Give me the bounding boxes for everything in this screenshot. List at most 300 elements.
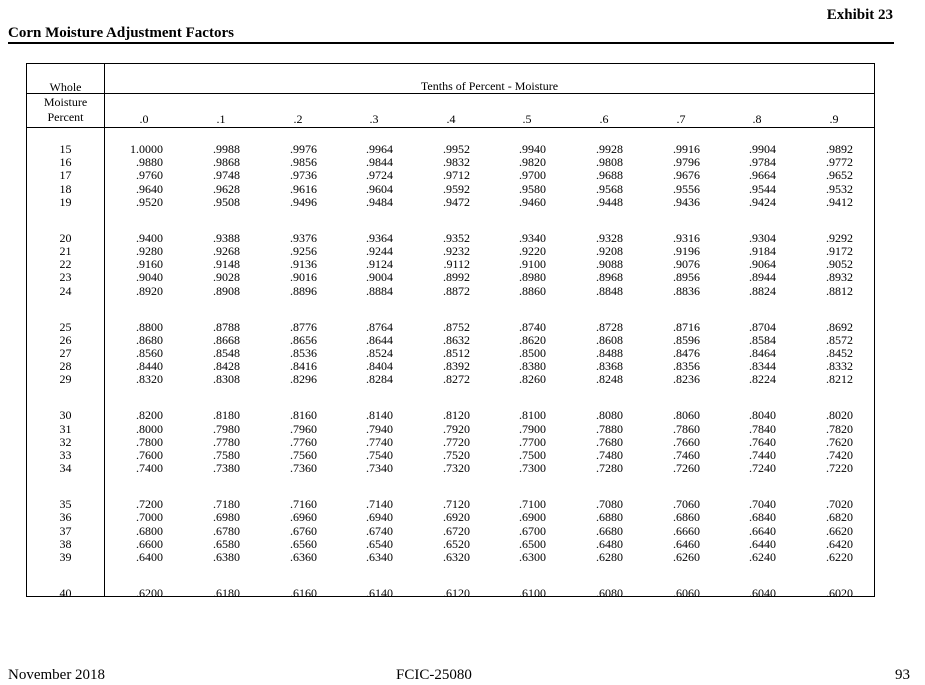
tenths-column-header: .3: [369, 112, 379, 126]
moisture-percent-cell: 25: [59, 319, 72, 334]
tenths-column-header: .9: [829, 112, 839, 126]
table-row: [27, 333, 874, 347]
factor-cell: .8308: [213, 372, 240, 387]
table-row: [27, 550, 874, 564]
moisture-percent-cell: 18: [59, 181, 72, 196]
moisture-percent-cell: 28: [59, 359, 72, 374]
factor-cell: .7960: [290, 421, 317, 436]
factor-cell: .9280: [136, 244, 163, 258]
factor-cell: .7560: [290, 448, 317, 462]
factor-cell: .9640: [136, 181, 163, 196]
factor-cell: .9160: [136, 257, 163, 272]
factor-cell: .9316: [673, 230, 700, 245]
moisture-percent-cell: 19: [59, 194, 72, 209]
factor-cell: .8896: [290, 283, 317, 298]
factor-cell: .8740: [519, 319, 546, 334]
exhibit-label: Exhibit 23: [826, 7, 893, 23]
factor-cell: .7800: [136, 434, 163, 449]
factor-cell: .7280: [596, 461, 623, 476]
factor-cell: .6580: [213, 536, 240, 551]
factor-cell: .9328: [596, 230, 623, 245]
table-row: [27, 422, 874, 436]
factor-cell: .9460: [519, 194, 546, 209]
moisture-percent-cell: 37: [59, 523, 72, 538]
whole-header-line: Moisture: [43, 95, 88, 109]
factor-cell: .9424: [749, 194, 776, 209]
factor-cell: .6860: [673, 510, 700, 525]
footer-doc-id: FCIC-25080: [396, 667, 472, 683]
factor-cell: .6160: [290, 586, 317, 600]
factor-cell: .9508: [213, 194, 240, 209]
table-row: [27, 448, 874, 462]
tenths-column-header: .6: [599, 112, 609, 126]
table-row: [27, 270, 874, 284]
factor-cell: .9076: [673, 257, 700, 272]
table-row: [27, 372, 874, 386]
moisture-percent-cell: 26: [59, 332, 72, 347]
factor-cell: .8368: [596, 359, 623, 374]
tenths-column-header: .8: [752, 112, 762, 126]
factor-cell: .8968: [596, 270, 623, 285]
table-row: [27, 244, 874, 258]
table-row: [27, 586, 874, 600]
factor-cell: .9352: [443, 230, 470, 245]
factor-cell: .8160: [290, 408, 317, 423]
table-row: [27, 195, 874, 209]
factor-cell: .8608: [596, 332, 623, 347]
footer-page-number: 93: [895, 667, 910, 683]
factor-cell: .8536: [290, 346, 317, 360]
factor-cell: .9748: [213, 168, 240, 183]
factor-cell: .8980: [519, 270, 546, 285]
factor-cell: .9016: [290, 270, 317, 285]
factor-cell: .8356: [673, 359, 700, 374]
table-row: [27, 182, 874, 196]
factor-cell: .7080: [596, 497, 623, 512]
table-row: [27, 359, 874, 373]
factor-cell: .9796: [673, 155, 700, 170]
factor-cell: .7260: [673, 461, 700, 476]
factor-cell: .8944: [749, 270, 776, 285]
factor-cell: .7480: [596, 448, 623, 462]
factor-cell: .9004: [366, 270, 393, 285]
factor-cell: .7040: [749, 497, 776, 512]
factor-cell: .8120: [443, 408, 470, 423]
moisture-percent-cell: 23: [59, 270, 72, 285]
factor-cell: .6400: [136, 550, 163, 564]
factor-cell: .9868: [213, 155, 240, 170]
factor-cell: .6840: [749, 510, 776, 525]
factor-cell: .9100: [519, 257, 546, 272]
factor-cell: .8884: [366, 283, 393, 298]
table-row: [27, 524, 874, 538]
factor-cell: .6720: [443, 523, 470, 538]
factor-cell: .6880: [596, 510, 623, 525]
factor-cell: .9880: [136, 155, 163, 170]
factor-cell: .8548: [213, 346, 240, 360]
factor-cell: .7820: [826, 421, 853, 436]
tenths-column-header: .4: [446, 112, 456, 126]
factor-cell: .6480: [596, 536, 623, 551]
factor-cell: .7620: [826, 434, 853, 449]
factor-cell: .8824: [749, 283, 776, 298]
factor-cell: .9052: [826, 257, 853, 272]
factor-cell: .9448: [596, 194, 623, 209]
factor-cell: .6140: [366, 586, 393, 600]
factor-cell: .8956: [673, 270, 700, 285]
tenths-column-header: .1: [216, 112, 226, 126]
factor-cell: .7220: [826, 461, 853, 476]
table-row: [27, 497, 874, 511]
factor-cell: .9256: [290, 244, 317, 258]
factor-cell: .7680: [596, 434, 623, 449]
factor-cell: .6740: [366, 523, 393, 538]
tenths-column-header: .0: [139, 112, 149, 126]
factor-cell: .8692: [826, 319, 853, 334]
factor-cell: .8776: [290, 319, 317, 334]
factor-cell: .8860: [519, 283, 546, 298]
factor-cell: .9928: [596, 142, 623, 156]
factor-cell: .7340: [366, 461, 393, 476]
factor-cell: .8716: [673, 319, 700, 334]
factor-cell: .8992: [443, 270, 470, 285]
factor-cell: .7400: [136, 461, 163, 476]
factor-cell: .6900: [519, 510, 546, 525]
factor-cell: .8272: [443, 372, 470, 387]
table-row: [27, 408, 874, 422]
factor-cell: .9088: [596, 257, 623, 272]
moisture-percent-cell: 40: [59, 586, 72, 600]
factor-cell: .7240: [749, 461, 776, 476]
factor-cell: .6100: [519, 586, 546, 600]
table-row: [27, 231, 874, 245]
factor-cell: .9496: [290, 194, 317, 209]
factor-cell: .9388: [213, 230, 240, 245]
factor-cell: .8140: [366, 408, 393, 423]
factor-cell: .8248: [596, 372, 623, 387]
factor-cell: .9844: [366, 155, 393, 170]
moisture-percent-cell: 22: [59, 257, 72, 272]
moisture-percent-cell: 39: [59, 550, 72, 564]
factor-cell: .8416: [290, 359, 317, 374]
factor-cell: .6020: [826, 586, 853, 600]
factor-cell: .9340: [519, 230, 546, 245]
factor-cell: .8488: [596, 346, 623, 360]
factor-cell: .8656: [290, 332, 317, 347]
factor-cell: .8500: [519, 346, 546, 360]
factor-cell: .8464: [749, 346, 776, 360]
factor-cell: .6660: [673, 523, 700, 538]
factor-cell: .8296: [290, 372, 317, 387]
moisture-percent-cell: 33: [59, 448, 72, 462]
factor-cell: .8764: [366, 319, 393, 334]
factor-cell: .9400: [136, 230, 163, 245]
factor-cell: .7600: [136, 448, 163, 462]
factor-cell: .9232: [443, 244, 470, 258]
factor-cell: .6200: [136, 586, 163, 600]
whole-header-line: Whole: [49, 80, 82, 94]
factor-cell: .9664: [749, 168, 776, 183]
factor-cell: .8596: [673, 332, 700, 347]
factor-cell: .9292: [826, 230, 853, 245]
moisture-factor-table: [26, 63, 875, 600]
factor-cell: .9724: [366, 168, 393, 183]
factor-cell: .8512: [443, 346, 470, 360]
factor-cell: .6640: [749, 523, 776, 538]
factor-cell: .6440: [749, 536, 776, 551]
factor-cell: .8476: [673, 346, 700, 360]
factor-cell: .9148: [213, 257, 240, 272]
factor-cell: .9556: [673, 181, 700, 196]
factor-cell: .7020: [826, 497, 853, 512]
moisture-percent-cell: 20: [59, 230, 72, 245]
factor-cell: .9820: [519, 155, 546, 170]
factor-cell: .9604: [366, 181, 393, 196]
factor-cell: .6700: [519, 523, 546, 538]
factor-cell: .7300: [519, 461, 546, 476]
factor-cell: .7060: [673, 497, 700, 512]
factor-cell: .8668: [213, 332, 240, 347]
factor-cell: .9952: [443, 142, 470, 156]
factor-cell: .6540: [366, 536, 393, 551]
factor-cell: .7580: [213, 448, 240, 462]
factor-cell: .8332: [826, 359, 853, 374]
factor-cell: .7840: [749, 421, 776, 436]
factor-cell: .8572: [826, 332, 853, 347]
factor-cell: .8212: [826, 372, 853, 387]
table-row: [27, 346, 874, 360]
factor-cell: .8872: [443, 283, 470, 298]
factor-cell: .7740: [366, 434, 393, 449]
factor-cell: .7160: [290, 497, 317, 512]
moisture-percent-cell: 15: [59, 142, 72, 156]
factor-cell: .8800: [136, 319, 163, 334]
factor-cell: .6500: [519, 536, 546, 551]
factor-cell: .9064: [749, 257, 776, 272]
factor-cell: .9700: [519, 168, 546, 183]
factor-cell: .6420: [826, 536, 853, 551]
factor-cell: .9220: [519, 244, 546, 258]
factor-cell: .9856: [290, 155, 317, 170]
factor-cell: .8908: [213, 283, 240, 298]
factor-cell: .7640: [749, 434, 776, 449]
factor-cell: .9028: [213, 270, 240, 285]
factor-cell: .8320: [136, 372, 163, 387]
factor-cell: .6240: [749, 550, 776, 564]
factor-cell: .7180: [213, 497, 240, 512]
factor-cell: .9988: [213, 142, 240, 156]
factor-cell: .9712: [443, 168, 470, 183]
factor-cell: .8404: [366, 359, 393, 374]
factor-cell: .9916: [673, 142, 700, 156]
factor-cell: .9652: [826, 168, 853, 183]
factor-cell: .8000: [136, 421, 163, 436]
factor-cell: 1.0000: [130, 142, 163, 156]
moisture-percent-cell: 27: [59, 346, 72, 360]
moisture-percent-cell: 36: [59, 510, 72, 525]
footer-date: November 2018: [8, 667, 106, 683]
factor-cell: .8100: [519, 408, 546, 423]
factor-cell: .6120: [443, 586, 470, 600]
factor-cell: .6260: [673, 550, 700, 564]
factor-cell: .7460: [673, 448, 700, 462]
factor-cell: .9184: [749, 244, 776, 258]
header-bottom-rule: [27, 127, 874, 128]
factor-cell: .6220: [826, 550, 853, 564]
factor-cell: .9124: [366, 257, 393, 272]
factor-cell: .9592: [443, 181, 470, 196]
table-row: [27, 537, 874, 551]
factor-cell: .7440: [749, 448, 776, 462]
factor-cell: .9040: [136, 270, 163, 285]
moisture-percent-cell: 30: [59, 408, 72, 423]
table-row: [27, 320, 874, 334]
factor-cell: .8344: [749, 359, 776, 374]
factor-cell: .9580: [519, 181, 546, 196]
moisture-percent-cell: 35: [59, 497, 72, 512]
factor-cell: .9268: [213, 244, 240, 258]
factor-cell: .9112: [443, 257, 470, 272]
factor-cell: .8020: [826, 408, 853, 423]
factor-cell: .9772: [826, 155, 853, 170]
factor-cell: .9832: [443, 155, 470, 170]
factor-cell: .6040: [749, 586, 776, 600]
moisture-percent-cell: 29: [59, 372, 72, 387]
factor-cell: .9616: [290, 181, 317, 196]
factor-cell: .8788: [213, 319, 240, 334]
moisture-percent-cell: 17: [59, 168, 72, 183]
factor-cell: .8812: [826, 283, 853, 298]
factor-cell: .6280: [596, 550, 623, 564]
factor-cell: .7980: [213, 421, 240, 436]
factor-cell: .6340: [366, 550, 393, 564]
factor-cell: .7000: [136, 510, 163, 525]
factor-cell: .6980: [213, 510, 240, 525]
factor-cell: .7860: [673, 421, 700, 436]
factor-cell: .7100: [519, 497, 546, 512]
factor-cell: .6180: [213, 586, 240, 600]
factor-cell: .9568: [596, 181, 623, 196]
table-row: [27, 284, 874, 298]
factor-cell: .8584: [749, 332, 776, 347]
factor-cell: .8704: [749, 319, 776, 334]
moisture-percent-cell: 31: [59, 421, 72, 436]
factor-cell: .9736: [290, 168, 317, 183]
factor-cell: .9136: [290, 257, 317, 272]
factor-cell: .9784: [749, 155, 776, 170]
factor-cell: .7500: [519, 448, 546, 462]
factor-cell: .6800: [136, 523, 163, 538]
page-title: Corn Moisture Adjustment Factors: [8, 25, 234, 41]
factor-cell: .8060: [673, 408, 700, 423]
factor-cell: .7120: [443, 497, 470, 512]
factor-cell: .9364: [366, 230, 393, 245]
tenths-column-header: .7: [676, 112, 686, 126]
factor-cell: .9976: [290, 142, 317, 156]
factor-cell: .7200: [136, 497, 163, 512]
factor-cell: .9676: [673, 168, 700, 183]
tenths-header: Tenths of Percent - Moisture: [420, 79, 559, 93]
factor-cell: .6300: [519, 550, 546, 564]
factor-cell: .6820: [826, 510, 853, 525]
whole-moisture-header: [27, 80, 104, 125]
tenths-column-header: .5: [522, 112, 532, 126]
factor-cell: .7320: [443, 461, 470, 476]
factor-cell: .6080: [596, 586, 623, 600]
table-row: [27, 155, 874, 169]
factor-cell: .6920: [443, 510, 470, 525]
whole-header-line: Percent: [47, 110, 84, 124]
factor-cell: .8260: [519, 372, 546, 387]
factor-cell: .8200: [136, 408, 163, 423]
factor-cell: .6680: [596, 523, 623, 538]
factor-cell: .7140: [366, 497, 393, 512]
factor-cell: .8452: [826, 346, 853, 360]
factor-cell: .8752: [443, 319, 470, 334]
factor-cell: .9196: [673, 244, 700, 258]
factor-cell: .6060: [673, 586, 700, 600]
factor-cell: .8380: [519, 359, 546, 374]
factor-cell: .7920: [443, 421, 470, 436]
factor-cell: .7880: [596, 421, 623, 436]
moisture-percent-cell: 32: [59, 434, 72, 449]
tenths-column-header: .2: [293, 112, 303, 126]
factor-cell: .9412: [826, 194, 853, 209]
factor-cell: .7360: [290, 461, 317, 476]
factor-cell: .8920: [136, 283, 163, 298]
factor-cell: .6460: [673, 536, 700, 551]
table-row: [27, 510, 874, 524]
factor-cell: .9172: [826, 244, 853, 258]
factor-cell: .8224: [749, 372, 776, 387]
moisture-percent-cell: 34: [59, 461, 72, 476]
table-row: [27, 142, 874, 156]
factor-cell: .9244: [366, 244, 393, 258]
factor-cell: .9628: [213, 181, 240, 196]
factor-cell: .9208: [596, 244, 623, 258]
factor-cell: .9808: [596, 155, 623, 170]
table-row: [27, 461, 874, 475]
factor-cell: .8836: [673, 283, 700, 298]
factor-cell: .8524: [366, 346, 393, 360]
factor-cell: .7380: [213, 461, 240, 476]
factor-cell: .9760: [136, 168, 163, 183]
factor-cell: .8440: [136, 359, 163, 374]
table-row: [27, 435, 874, 449]
factor-cell: .7760: [290, 434, 317, 449]
factor-cell: .7720: [443, 434, 470, 449]
factor-cell: .8680: [136, 332, 163, 347]
factor-cell: .6360: [290, 550, 317, 564]
factor-cell: .6380: [213, 550, 240, 564]
factor-cell: .6780: [213, 523, 240, 538]
factor-cell: .9304: [749, 230, 776, 245]
moisture-percent-cell: 38: [59, 536, 72, 551]
tenths-column-headers: [105, 112, 874, 126]
table-row: [27, 257, 874, 271]
factor-cell: .6520: [443, 536, 470, 551]
factor-cell: .6560: [290, 536, 317, 551]
factor-cell: .9520: [136, 194, 163, 209]
factor-cell: .7520: [443, 448, 470, 462]
factor-cell: .9688: [596, 168, 623, 183]
factor-cell: .8932: [826, 270, 853, 285]
factor-cell: .8632: [443, 332, 470, 347]
factor-cell: .8848: [596, 283, 623, 298]
factor-cell: .8428: [213, 359, 240, 374]
factor-cell: .7660: [673, 434, 700, 449]
factor-cell: .8284: [366, 372, 393, 387]
